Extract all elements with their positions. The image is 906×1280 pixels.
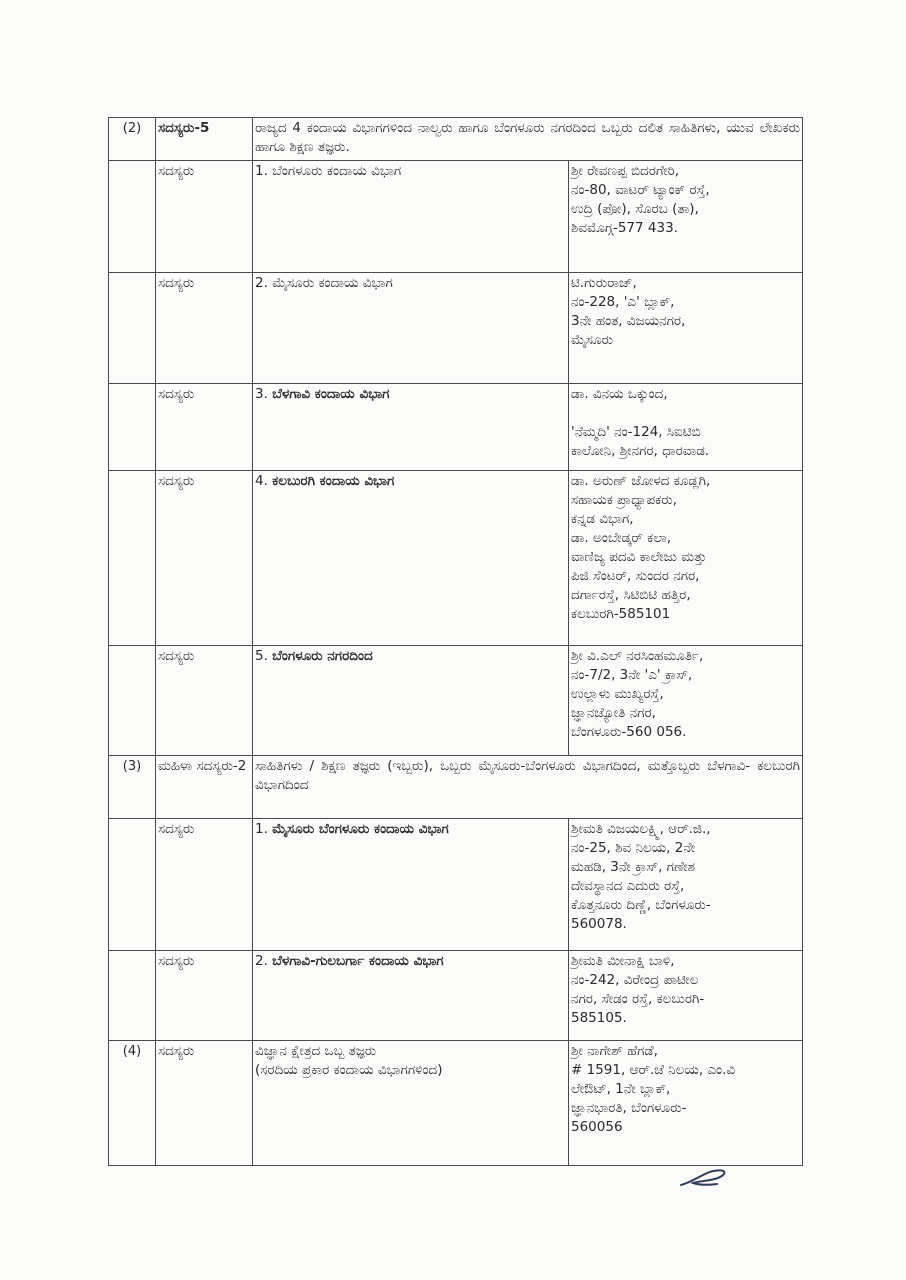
committee-members-table	[108, 117, 803, 1166]
member-address	[569, 1041, 803, 1166]
address-line: ಜ್ಞಾನಜ್ಯೋತಿ ನಗರ,	[571, 705, 656, 721]
division-prefix: 1.	[255, 163, 273, 179]
division-cell	[253, 819, 569, 951]
division-cell	[253, 951, 569, 1041]
division-name: ಬೆಳಗಾವಿ ಕಂದಾಯ ವಿಭಾಗ	[272, 386, 390, 402]
division-cell	[253, 646, 569, 756]
member-role: ಸದಸ್ಯರು	[156, 951, 253, 1041]
category-description: ಸಾಹಿತಿಗಳು / ಶಿಕ್ಷಣ ತಜ್ಞರು (ಇಬ್ಬರು), ಒಬ್ಬರು ಮೈಸೂರು-ಬೆಂಗಳೂರು ವಿಭಾಗದಿಂದ, ಮತ್ತೊಬ್ಬರು ಬೆಳಗಾವಿ- ಕಲಬುರಗಿ ವಿಭಾಗದಿಂದ	[253, 756, 803, 819]
division-line: (ಸರದಿಯ ಪ್ರಕಾರ ಕಂದಾಯ ವಿಭಾಗಗಳಿಂದ)	[255, 1062, 443, 1078]
category-label: ಮಹಿಳಾ ಸದಸ್ಯರು-2	[156, 756, 253, 819]
table-row	[109, 161, 803, 273]
address-line: ನಗರ, ಸೇಡಂ ರಸ್ತೆ, ಕಲಬುರಗಿ-	[571, 991, 705, 1007]
member-role: ಸದಸ್ಯರು	[156, 273, 253, 384]
member-role: ಸದಸ್ಯರು	[156, 819, 253, 951]
division-cell	[253, 384, 569, 471]
row-number: (4)	[109, 1041, 156, 1166]
address-line: ಶ್ರೀಮತಿ ವಿಜಯಲಕ್ಷ್ಮಿ, ಆರ್.ಜಿ.,	[571, 821, 711, 837]
table-row	[109, 819, 803, 951]
member-address	[569, 161, 803, 273]
division-prefix: 4.	[255, 473, 273, 489]
address-line: ಮೈಸೂರು	[571, 332, 613, 348]
address-line: ಶ್ರೀ ನಾಗೇಶ್ ಹೆಗಡೆ,	[571, 1043, 658, 1059]
table-row	[109, 118, 803, 161]
address-blank-line	[571, 404, 800, 423]
address-line: ಡಾ. ಅರುಣ್ ಜೋಳದ ಕೂಡ್ಲಗಿ,	[571, 473, 711, 489]
address-line: ವಾಣಿಜ್ಯ ಪದವಿ ಕಾಲೇಜು ಮತ್ತು	[571, 549, 707, 565]
address-line: ಕೊತ್ತನೂರು ದಿಣ್ಣೆ, ಬೆಂಗಳೂರು-	[571, 897, 711, 913]
division-name: ಮೈಸೂರು ಕಂದಾಯ ವಿಭಾಗ	[272, 275, 393, 291]
division-prefix: 2.	[255, 953, 273, 969]
division-name: ಬೆಂಗಳೂರು ನಗರದಿಂದ	[272, 648, 373, 664]
row-number: (3)	[109, 756, 156, 819]
member-role: ಸದಸ್ಯರು	[156, 646, 253, 756]
division-name: ಬೆಳಗಾವಿ-ಗುಲಬರ್ಗಾ ಕಂದಾಯ ವಿಭಾಗ	[272, 953, 444, 969]
address-line: 560056	[571, 1119, 623, 1135]
address-line: ಶ್ರೀ ವಿ.ಎಲ್ ನರಸಿಂಹಮೂರ್ತಿ,	[571, 648, 704, 664]
member-role: ಸದಸ್ಯರು	[156, 161, 253, 273]
table-row	[109, 646, 803, 756]
address-line: 560078.	[571, 916, 627, 932]
member-address	[569, 273, 803, 384]
member-address	[569, 819, 803, 951]
division-prefix: 3.	[255, 386, 273, 402]
row-number-empty	[109, 273, 156, 384]
member-address	[569, 471, 803, 646]
address-line: ಕಾಲೋನಿ, ಶ್ರೀನಗರ, ಧಾರವಾಡ.	[571, 443, 710, 459]
division-cell	[253, 161, 569, 273]
address-line: ಕಲಬುರಗಿ-585101	[571, 606, 671, 622]
member-role: ಸದಸ್ಯರು	[156, 384, 253, 471]
row-number-empty	[109, 384, 156, 471]
category-label: ಸದಸ್ಯರು-5	[156, 118, 253, 161]
address-line: ದರ್ಗಾರಸ್ತೆ, ಸಿಟಿಬಿಟಿ ಹತ್ತಿರ,	[571, 587, 691, 603]
member-role: ಸದಸ್ಯರು	[156, 471, 253, 646]
address-line: ಶ್ರೀ ರೇವಣಪ್ಪ ಬಿದರಗೇರಿ,	[571, 163, 680, 179]
address-line: ನಂ-80, ವಾಟರ್ ಟ್ಯಾಂಕ್ ರಸ್ತೆ,	[571, 182, 710, 198]
address-line: ಮಹಡಿ, 3ನೇ ಕ್ರಾಸ್, ಗಣೇಶ	[571, 859, 696, 875]
address-line: ಉಲ್ಲಾಳು ಮುಖ್ಯರಸ್ತೆ,	[571, 686, 664, 702]
address-line: # 1591, ಆರ್.ಜೆ ನಿಲಯ, ಎಂ.ವಿ	[571, 1062, 736, 1078]
handwritten-signature-icon	[675, 1165, 735, 1195]
address-line: ಶಿವಮೊಗ್ಗ-577 433.	[571, 220, 678, 236]
address-line: 585105.	[571, 1010, 627, 1026]
row-number: (2)	[109, 118, 156, 161]
member-role: ಸದಸ್ಯರು	[156, 1041, 253, 1166]
member-address	[569, 384, 803, 471]
address-line: ನಂ-25, ಶಿವ ನಿಲಯ, 2ನೇ	[571, 840, 696, 856]
category-description: ರಾಜ್ಯದ 4 ಕಂದಾಯ ವಿಭಾಗಗಳಿಂದ ನಾಲ್ವರು ಹಾಗೂ ಬೆಂಗಳೂರು ನಗರದಿಂದ ಒಬ್ಬರು ದಲಿತ ಸಾಹಿತಿಗಳು, ಯುವ ಲೇಖಕರು ಹಾಗೂ ಶಿಕ್ಷಣ ತಜ್ಞರು.	[253, 118, 803, 161]
address-line: ಟಿ.ಗುರುರಾಜ್,	[571, 275, 637, 291]
table-row	[109, 1041, 803, 1166]
division-name: ಕಲಬುರಗಿ ಕಂದಾಯ ವಿಭಾಗ	[272, 473, 395, 489]
address-line: ನಂ-228, 'ಎ' ಬ್ಲಾಕ್,	[571, 294, 675, 310]
address-line: ಉದ್ರಿ (ಪೋ), ಸೊರಬ (ತಾ),	[571, 201, 699, 217]
table-row	[109, 273, 803, 384]
row-number-empty	[109, 471, 156, 646]
division-name: ಮೈಸೂರು ಬೆಂಗಳೂರು ಕಂದಾಯ ವಿಭಾಗ	[272, 821, 449, 837]
division-prefix: 5.	[255, 648, 273, 664]
division-line: ವಿಜ್ಞಾನ ಕ್ಷೇತ್ರದ ಒಬ್ಬ ತಜ್ಞರು	[255, 1043, 377, 1059]
address-line: ಪಿಜಿ ಸೆಂಟರ್, ಸುಂದರ ನಗರ,	[571, 568, 700, 584]
division-prefix: 2.	[255, 275, 273, 291]
member-address	[569, 951, 803, 1041]
address-line: ಸಹಾಯಕ ಪ್ರಾಧ್ಯಾಪಕರು,	[571, 492, 677, 508]
row-number-empty	[109, 819, 156, 951]
row-number-empty	[109, 951, 156, 1041]
division-cell	[253, 1041, 569, 1166]
address-line: ಡಾ. ಅಂಬೇಡ್ಕರ್ ಕಲಾ,	[571, 530, 672, 546]
table-row	[109, 471, 803, 646]
table-row	[109, 384, 803, 471]
address-line: 'ನೆಮ್ಮದಿ' ನಂ-124, ಸಿಐಟಿಬಿ	[571, 424, 701, 440]
address-line: ದೇವಸ್ಥಾನದ ಎದುರು ರಸ್ತೆ,	[571, 878, 685, 894]
division-cell	[253, 273, 569, 384]
row-number-empty	[109, 161, 156, 273]
division-prefix: 1.	[255, 821, 273, 837]
member-address	[569, 646, 803, 756]
address-line: ಜ್ಞಾನಭಾರತಿ, ಬೆಂಗಳೂರು-	[571, 1100, 687, 1116]
row-number-empty	[109, 646, 156, 756]
address-line: 3ನೇ ಹಂತ, ವಿಜಯನಗರ,	[571, 313, 686, 329]
address-line: ಲೇಔಟ್, 1ನೇ ಬ್ಲಾಕ್,	[571, 1081, 671, 1097]
address-line: ಕನ್ನಡ ವಿಭಾಗ,	[571, 511, 634, 527]
address-line: ಡಾ. ವಿನಯ ಒಕ್ಕುಂದ,	[571, 386, 668, 402]
address-line: ನಂ-242, ವಿರೇಂದ್ರ ಪಾಟೀಲ	[571, 972, 699, 988]
address-line: ಬೆಂಗಳೂರು-560 056.	[571, 724, 687, 740]
division-cell	[253, 471, 569, 646]
table-row	[109, 756, 803, 819]
address-line: ಶ್ರೀಮತಿ ಮೀನಾಕ್ಷಿ ಬಾಳಿ,	[571, 953, 675, 969]
table-row	[109, 951, 803, 1041]
division-name: ಬೆಂಗಳೂರು ಕಂದಾಯ ವಿಭಾಗ	[272, 163, 402, 179]
address-line: ನಂ-7/2, 3ನೇ 'ಎ' ಕ್ರಾಸ್,	[571, 667, 693, 683]
